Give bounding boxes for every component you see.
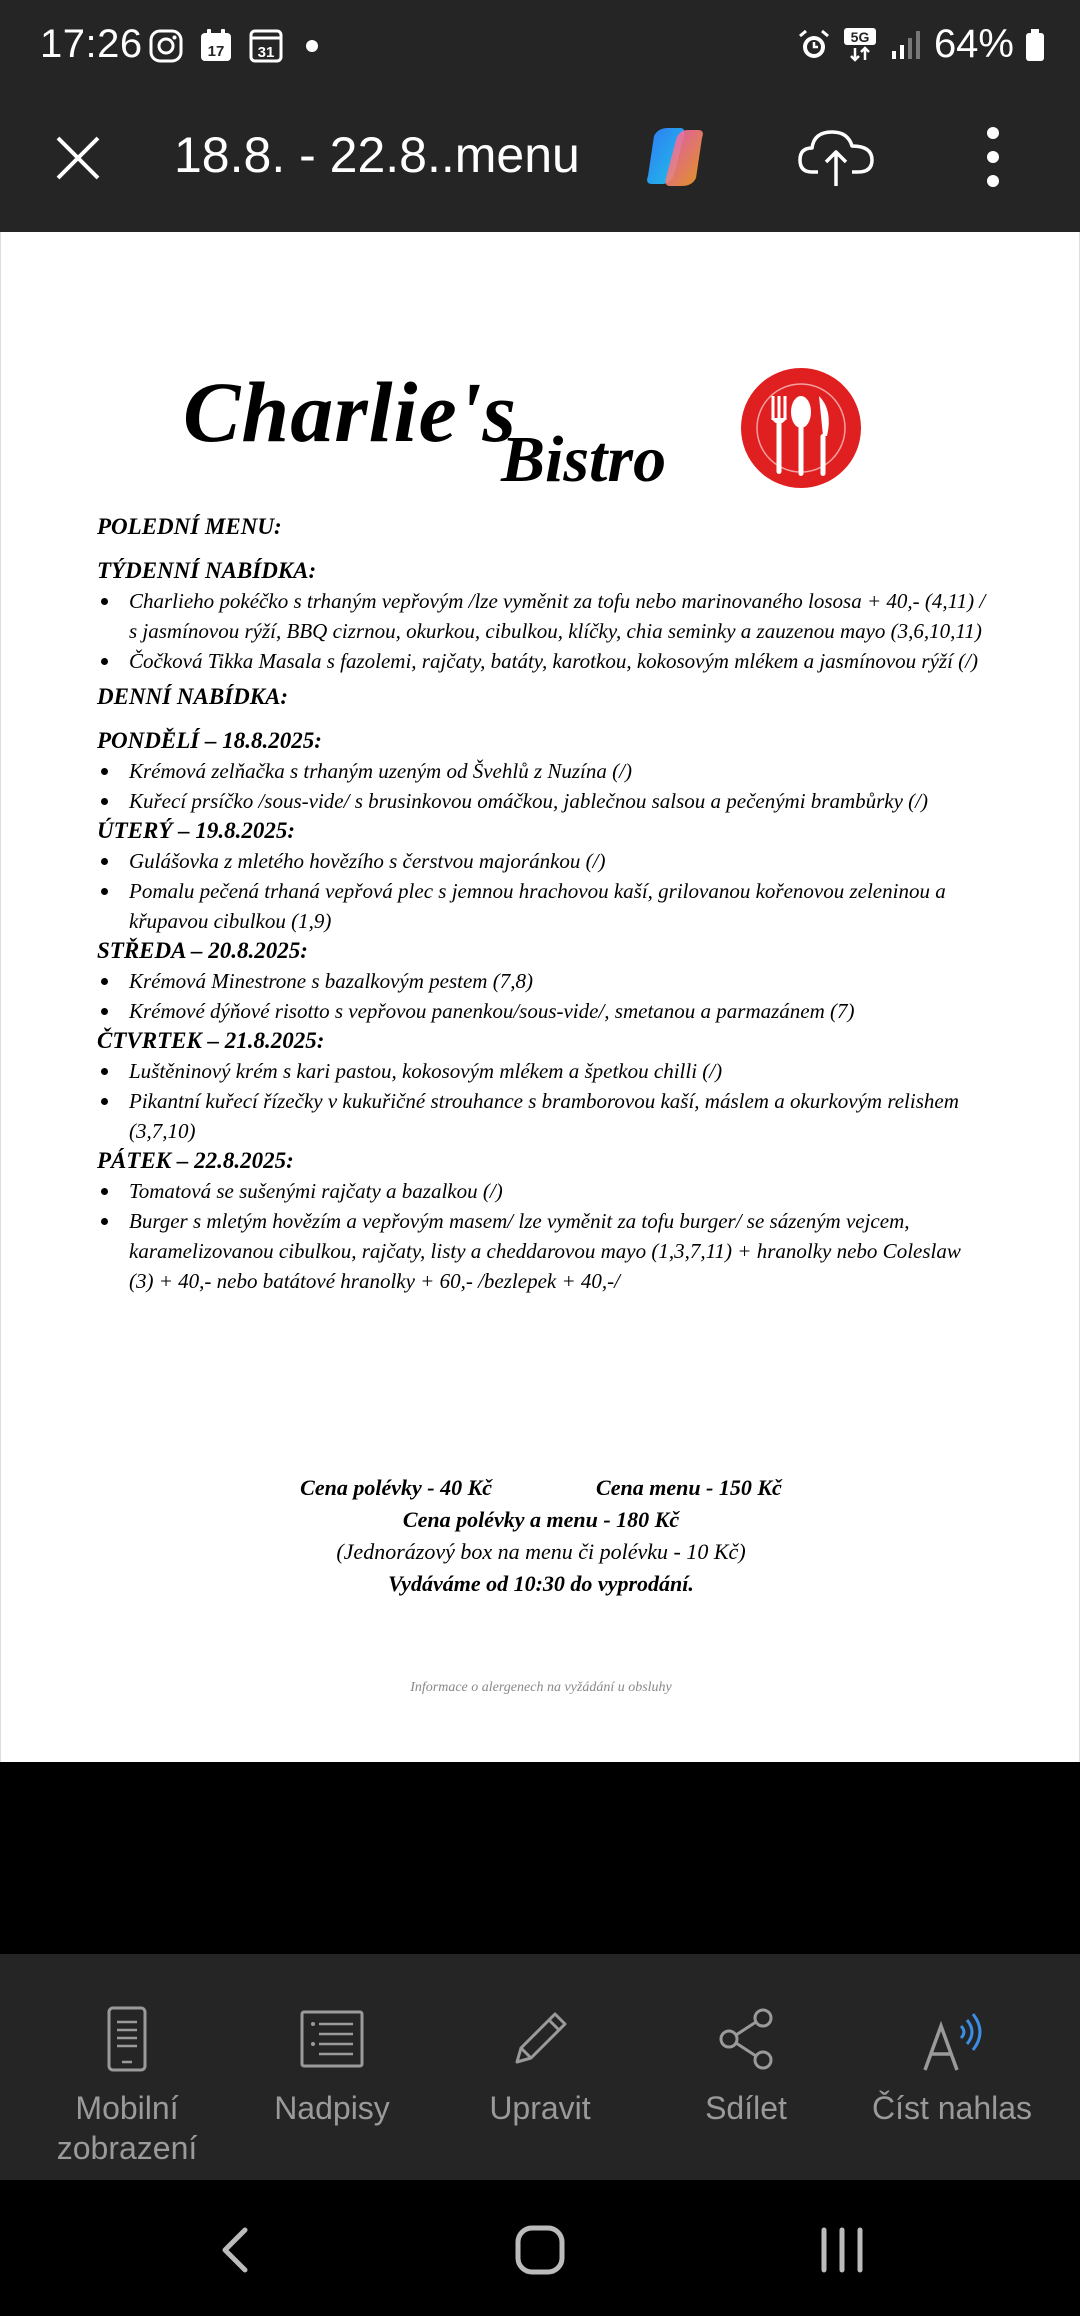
day-thursday-list [97, 1056, 987, 1146]
list-item: Krémová zelňačka s trhaným uzeným od Švehlů z Nuzína (/) [129, 756, 987, 786]
network-5g-icon [842, 27, 878, 63]
list-item: Krémové dýňové risotto s vepřovou panenkou/sous-vide/, smetanou a parmazánem (7) [129, 996, 987, 1026]
day-tuesday-list [97, 846, 987, 936]
pencil-icon [505, 2004, 575, 2074]
read-aloud-icon [917, 2004, 987, 2074]
battery-icon [1024, 27, 1046, 63]
copilot-icon[interactable] [640, 122, 710, 192]
daily-offer-heading: DENNÍ NABÍDKA: [97, 684, 289, 709]
status-bar [0, 0, 1080, 96]
calendar-day: 17 [207, 43, 225, 60]
list-item: Burger s mletým hovězím a vepřovým masem/ lze vyměnit za tofu burger/ se sázeným vejcem, karamelizovanou cibulkou, rajčaty, listy a cheddarovou mayo (1,3,7,11) + hranolky nebo Coleslaw (3) + 40,- nebo batátové hranolky + 60,- /bezlepek + 40,-/ [129, 1206, 987, 1296]
logo-charlies: Charlie's [183, 364, 517, 460]
signal-icon [888, 27, 924, 63]
headings-label: Nadpisy [274, 2090, 390, 2126]
list-item: Čočková Tikka Masala s fazolemi, rajčaty, batáty, karotkou, kokosovým mlékem a jasmínovou rýží (/) [129, 646, 987, 676]
read-aloud-label: Číst nahlas [871, 2090, 1033, 2126]
notification-icons [148, 28, 318, 64]
navigation-bar [0, 2180, 1080, 2316]
recent-apps-icon[interactable] [810, 2218, 874, 2282]
close-icon[interactable] [50, 130, 106, 186]
weekly-offer-list [97, 586, 987, 676]
list-item: Pikantní kuřecí řízečky v kukuřičné strouhance s bramborovou kaší, máslem a okurkovým relishem (3,7,10) [129, 1086, 987, 1146]
prices-block [1, 1472, 1080, 1600]
mobile-view-button[interactable] [27, 2004, 227, 2168]
plate-cutlery-icon [739, 366, 863, 490]
share-label: Sdílet [705, 2090, 787, 2126]
list-item: Tomatová se sušenými rajčaty a bazalkou (/) [129, 1176, 987, 1206]
box-note: (Jednorázový box na menu či polévku - 10 Kč) [336, 1539, 746, 1564]
edit-button[interactable] [440, 2004, 640, 2128]
price-row [1, 1472, 1080, 1504]
bottom-toolbar [0, 1954, 1080, 2180]
lunch-menu-heading: POLEDNÍ MENU: [97, 514, 282, 539]
share-icon [711, 2004, 781, 2074]
read-aloud-button[interactable] [852, 2004, 1052, 2128]
price-combo: Cena polévky a menu - 180 Kč [402, 1507, 680, 1532]
day-wednesday-list [97, 966, 987, 1026]
edit-label: Upravit [489, 2090, 591, 2126]
day-thursday-heading: ČTVRTEK – 21.8.2025: [97, 1028, 325, 1053]
day-monday-list [97, 756, 987, 816]
share-button[interactable] [646, 2004, 846, 2128]
alarm-icon [796, 27, 832, 63]
google-calendar-icon [248, 28, 284, 64]
battery-percent: 64% [933, 22, 1014, 66]
mobile-view-label: Mobilní zobrazení [56, 2090, 198, 2166]
document-title: 18.8. - 22.8..menu [174, 127, 580, 183]
allergen-note: Informace o alergenech na vyžádání u obsluhy [410, 1680, 672, 1695]
document-page[interactable] [0, 232, 1080, 1762]
headings-button[interactable] [232, 2004, 432, 2128]
list-item: Luštěninový krém s kari pastou, kokosovým mlékem a špetkou chilli (/) [129, 1056, 987, 1086]
more-options-icon[interactable] [970, 124, 1016, 190]
calendar-icon [198, 28, 234, 64]
more-notifications-dot [306, 40, 318, 52]
instagram-icon [148, 28, 184, 64]
day-friday-list [97, 1176, 987, 1296]
serving-note: Vydáváme od 10:30 do vyprodání. [388, 1571, 694, 1596]
calendar-day-2: 31 [257, 44, 275, 61]
menu-body [97, 512, 987, 1296]
list-item: Pomalu pečená trhaná vepřová plec s jemnou hrachovou kaší, grilovanou kořenovou zeleninou a křupavou cibulkou (1,9) [129, 876, 987, 936]
cloud-upload-icon[interactable] [796, 122, 876, 192]
day-wednesday-heading: STŘEDA – 20.8.2025: [97, 938, 308, 963]
list-item: Kuřecí prsíčko /sous-vide/ s brusinkovou omáčkou, jablečnou salsou a pečenými brambůrky (/) [129, 786, 987, 816]
mobile-view-icon [92, 2004, 162, 2074]
network-type: 5G [850, 28, 870, 45]
price-menu: Cena menu - 150 Kč [596, 1475, 782, 1500]
list-item: Charlieho pokéčko s trhaným vepřovým /lze vyměnit za tofu nebo marinovaného lososa + 40,- (4,11) / s jasmínovou rýží, BBQ cizrnou, okurkou, cibulkou, klíčky, chia seminky a zauzenou mayo (3,6,10,11) [129, 586, 987, 646]
logo-bistro: Bistro [501, 423, 667, 496]
back-icon[interactable] [205, 2218, 269, 2282]
day-monday-heading: PONDĚLÍ – 18.8.2025: [97, 728, 322, 753]
status-time: 17:26 [40, 22, 143, 66]
list-item: Gulášovka z mletého hovězího s čerstvou majoránkou (/) [129, 846, 987, 876]
app-bar [0, 96, 1080, 232]
headings-icon [297, 2004, 367, 2074]
home-icon[interactable] [508, 2218, 572, 2282]
weekly-offer-heading: TÝDENNÍ NABÍDKA: [97, 558, 317, 583]
day-tuesday-heading: ÚTERÝ – 19.8.2025: [97, 818, 296, 843]
status-right [796, 22, 1046, 67]
price-soup: Cena polévky - 40 Kč [300, 1475, 493, 1500]
day-friday-heading: PÁTEK – 22.8.2025: [97, 1148, 294, 1173]
list-item: Krémová Minestrone s bazalkovým pestem (7,8) [129, 966, 987, 996]
